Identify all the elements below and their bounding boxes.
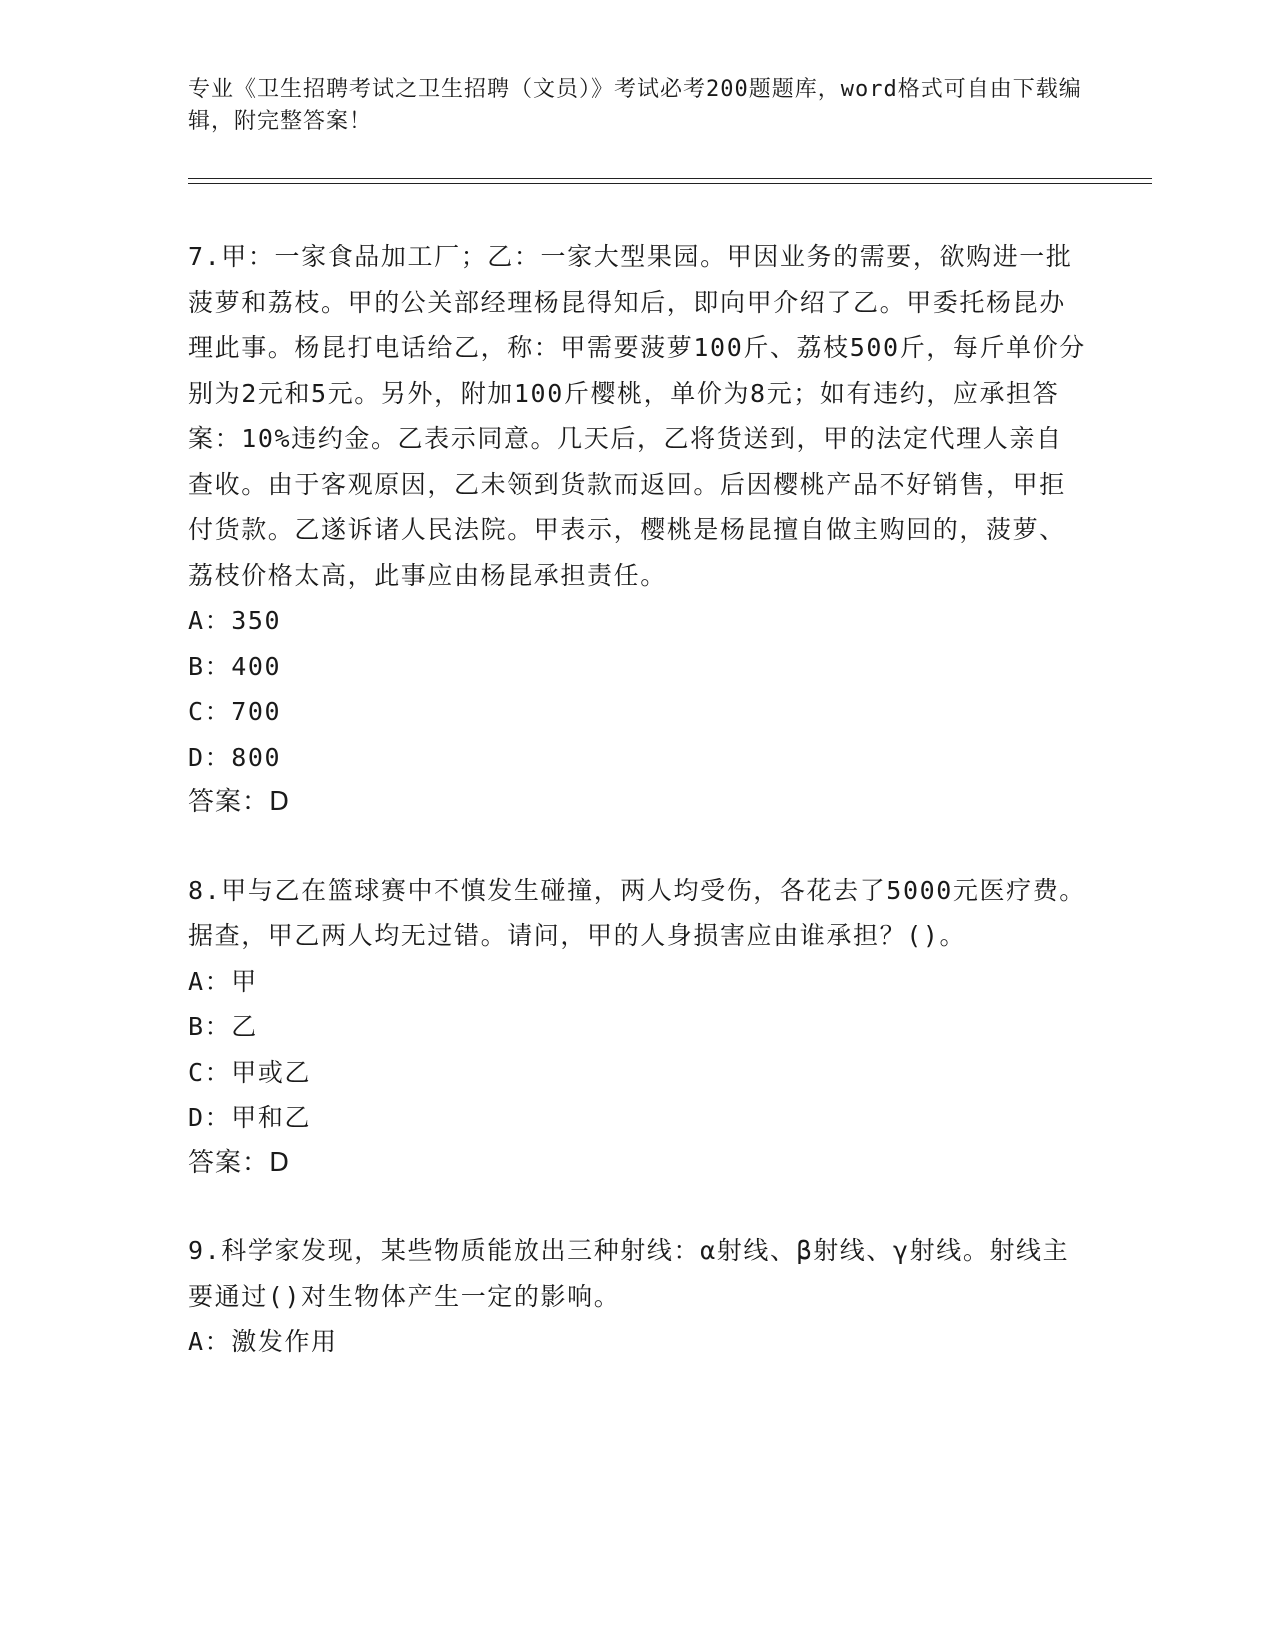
answer: 答案：D: [188, 1147, 291, 1178]
question-9: [188, 1228, 1088, 1365]
answer: 答案：D: [188, 787, 291, 817]
question-8: [188, 868, 1088, 1187]
header-divider-bottom: [188, 183, 1152, 184]
question-stem: 8.甲与乙在篮球赛中不慎发生碰撞，两人均受伤，各花去了5000元医疗费。据查，甲乙两人均无过错。请问，甲的人身损害应由谁承担？()。: [188, 875, 1086, 950]
option-d: D：800: [188, 742, 282, 772]
option-d: D：甲和乙: [188, 1103, 312, 1132]
question-stem: 7.甲：一家食品加工厂；乙：一家大型果园。甲因业务的需要，欲购进一批菠萝和荔枝。甲的公关部经理杨昆得知后，即向甲介绍了乙。甲委托杨昆办理此事。杨昆打电话给乙，称：甲需要菠萝100斤、荔枝500斤，每斤单价分别为2元和5元。另外，附加100斤樱桃，单价为8元；如有违约，应承担答案：10%违约金。乙表示同意。几天后，乙将货送到，甲的法定代理人亲自查收。由于客观原因，乙未领到货款而返回。后因樱桃产品不好销售，甲拒付货款。乙遂诉诸人民法院。甲表示，樱桃是杨昆擅自做主购回的，菠萝、荔枝价格太高，此事应由杨昆承担责任。: [188, 242, 1086, 590]
option-c: C：甲或乙: [188, 1057, 312, 1087]
question-7: [188, 234, 1088, 826]
option-a: A：激发作用: [188, 1327, 338, 1356]
header-divider-top: [188, 178, 1152, 179]
option-c: C：700: [188, 697, 282, 726]
option-b: B：400: [188, 651, 282, 681]
document-header: 专业《卫生招聘考试之卫生招聘（文员）》考试必考200题题库，word格式可自由下载编辑，附完整答案！: [188, 77, 1082, 134]
option-b: B：乙: [188, 1012, 258, 1041]
option-a: A：350: [188, 606, 282, 635]
question-stem: 9.科学家发现，某些物质能放出三种射线：α射线、β射线、γ射线。射线主要通过()对生物体产生一定的影响。: [188, 1236, 1070, 1311]
question-list: [188, 234, 1088, 1407]
option-a: A：甲: [188, 966, 258, 996]
